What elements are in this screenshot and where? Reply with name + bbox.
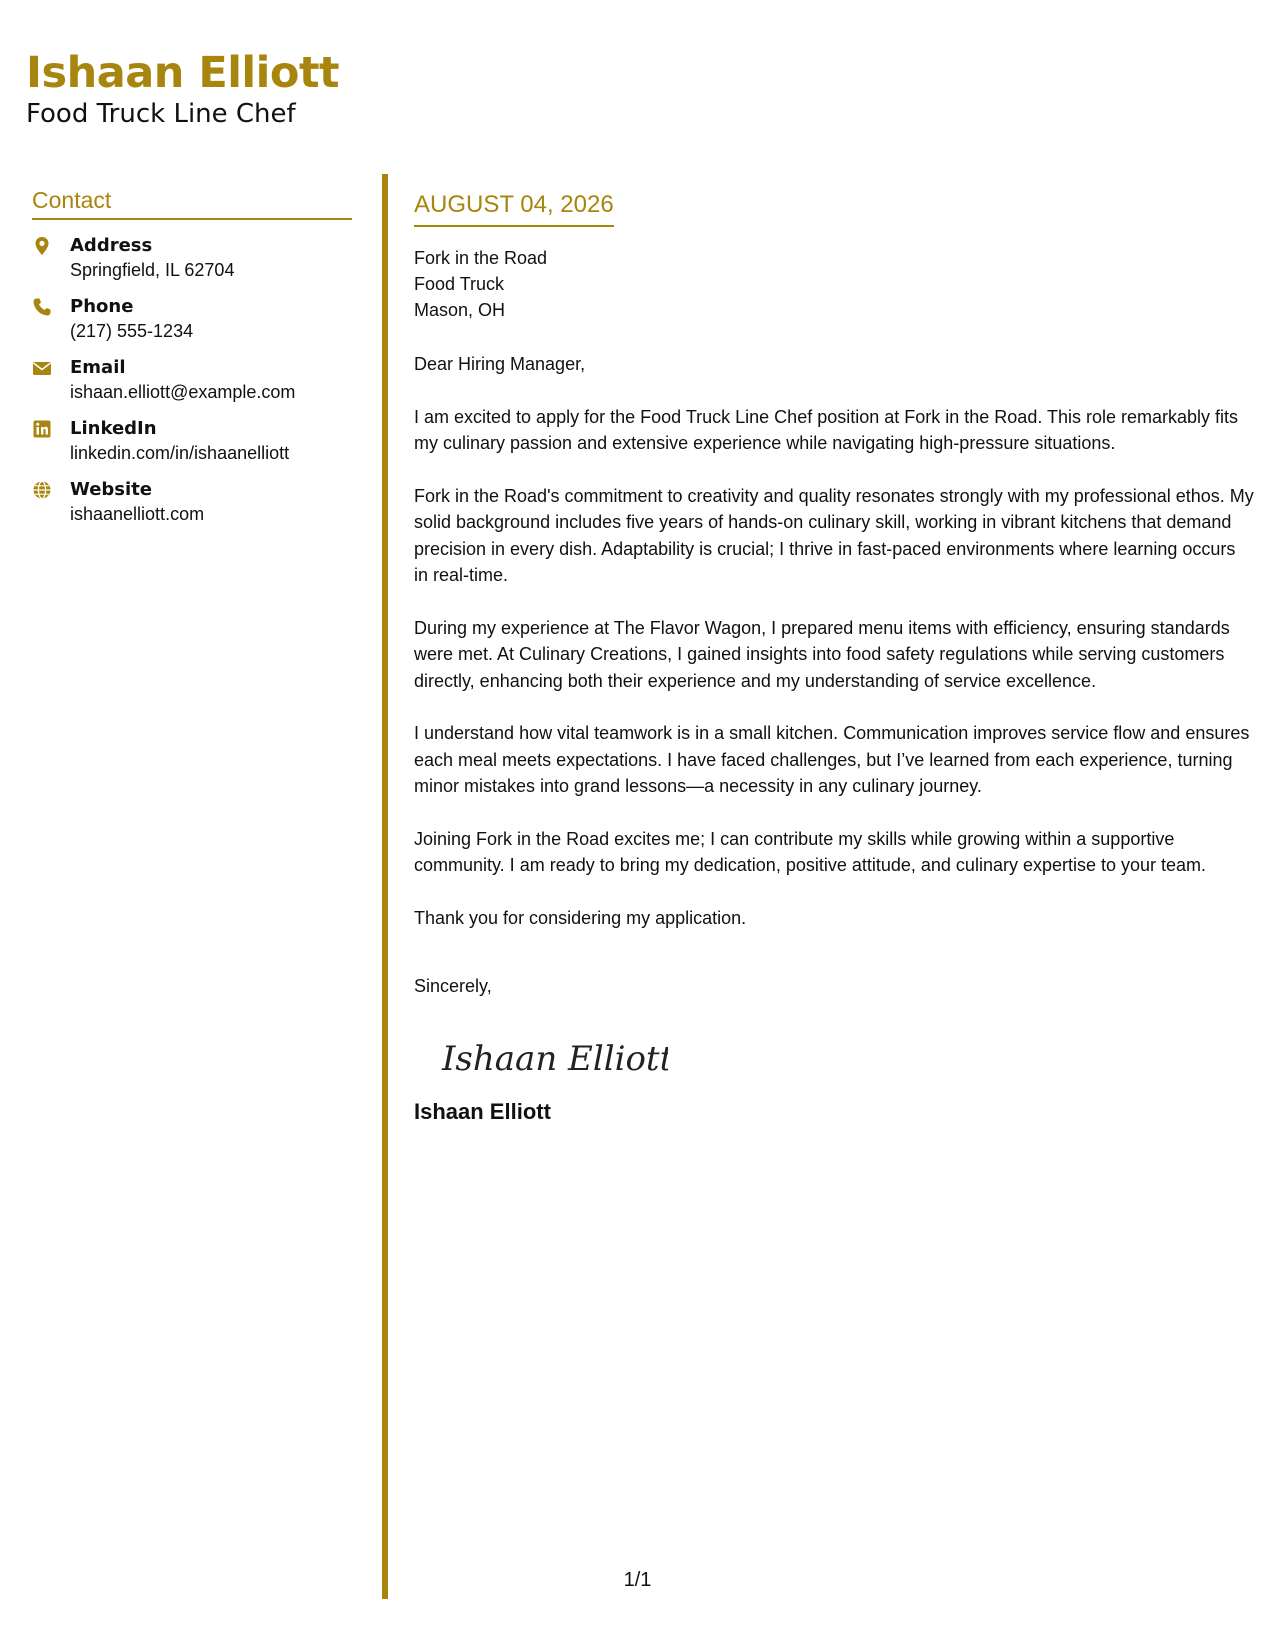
- letter-date: AUGUST 04, 2026: [414, 190, 614, 227]
- job-title: Food Truck Line Chef: [26, 99, 296, 129]
- salutation: Dear Hiring Manager,: [414, 354, 586, 374]
- applicant-name: Ishaan Elliott: [26, 48, 340, 98]
- contact-label: Address: [70, 235, 153, 256]
- recipient-line: Food Truck: [414, 274, 505, 294]
- globe-icon: [32, 480, 52, 500]
- letter-paragraph: Fork in the Road's commitment to creativity and quality resonates strongly with my professional ethos. My solid background includes five years of hands-on culinary skill, working in vibrant kitchens that demand precision in every dish. Adaptability is crucial; I thrive in fast-paced environments where learning occurs in real-time.: [414, 485, 1254, 585]
- contact-label: LinkedIn: [70, 418, 157, 439]
- envelope-icon: [32, 358, 52, 378]
- contact-website: [32, 478, 352, 526]
- page-number: 1/1: [623, 1569, 652, 1591]
- contact-label: Phone: [70, 296, 134, 317]
- letter-paragraph: I understand how vital teamwork is in a small kitchen. Communication improves service flow and ensures each meal meets expectations. I have faced challenges, but I’ve learned from each experience, turning minor mistakes into grand lessons—a necessity in any culinary journey.: [414, 723, 1250, 796]
- contact-address: [32, 234, 352, 282]
- contact-value: ishaan.elliott@example.com: [70, 382, 296, 402]
- contact-phone: [32, 295, 352, 343]
- vertical-divider: [382, 174, 388, 1599]
- letter-paragraph: During my experience at The Flavor Wagon, I prepared menu items with efficiency, ensuring standards were met. At Culinary Creations, I gained insights into food safety regulations while serving customers directly, enhancing both their experience and my understanding of service excellence.: [414, 617, 1230, 691]
- contact-value: (217) 555-1234: [70, 321, 194, 341]
- letter-paragraph: I am excited to apply for the Food Truck Line Chef position at Fork in the Road. This role remarkably fits my culinary passion and extensive experience while navigating high-pressure situations.: [414, 406, 1239, 453]
- letter-body: [414, 190, 1254, 1126]
- contact-label: Email: [70, 357, 126, 378]
- letter-paragraph: Thank you for considering my application.: [414, 907, 747, 928]
- contact-email: [32, 356, 352, 404]
- contact-label: Website: [70, 479, 153, 500]
- contact-sidebar: [32, 186, 352, 539]
- contact-value: Springfield, IL 62704: [70, 260, 235, 280]
- closing: Sincerely,: [414, 976, 492, 996]
- contact-section-title: Contact: [32, 186, 352, 220]
- recipient-block: [414, 245, 1254, 323]
- recipient-line: Fork in the Road: [414, 248, 548, 268]
- handwritten-signature: [438, 1032, 1254, 1084]
- contact-linkedin: [32, 417, 352, 465]
- contact-value: linkedin.com/in/ishaanelliott: [70, 443, 290, 463]
- signature-text: Ishaan Elliott: [442, 1038, 668, 1079]
- recipient-line: Mason, OH: [414, 300, 506, 320]
- linkedin-icon: [32, 419, 52, 439]
- contact-value: ishaanelliott.com: [70, 504, 205, 524]
- phone-icon: [32, 297, 52, 317]
- signer-name: Ishaan Elliott: [414, 1098, 551, 1124]
- letter-header: [26, 48, 339, 130]
- map-pin-icon: [32, 236, 52, 256]
- letter-paragraph: Joining Fork in the Road excites me; I can contribute my skills while growing within a supportive community. I am ready to bring my dedication, positive attitude, and culinary expertise to your team.: [414, 828, 1207, 875]
